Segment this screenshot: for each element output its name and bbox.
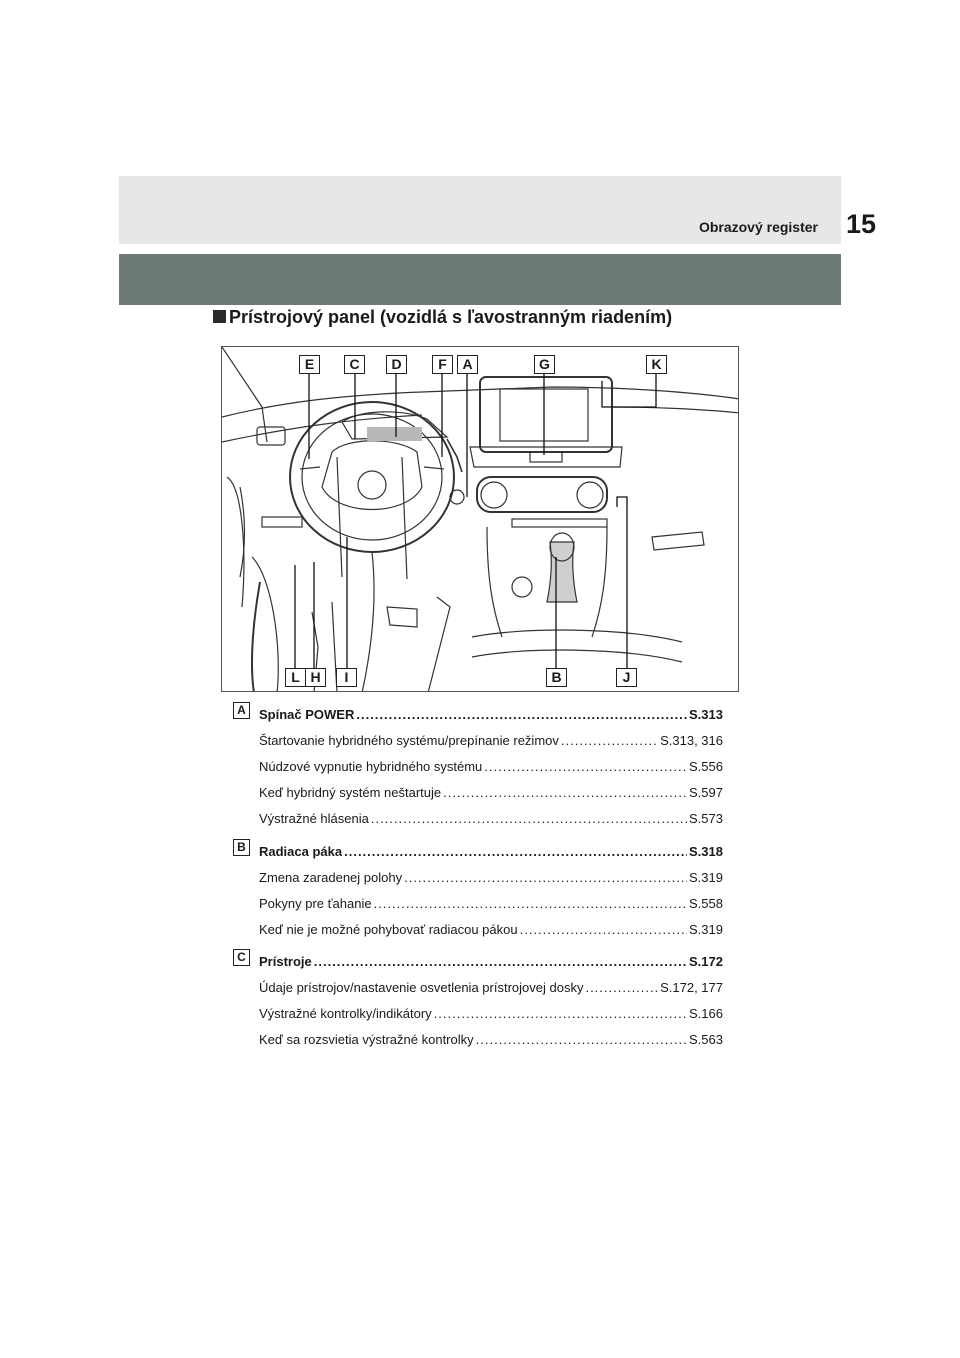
- page-number: 15: [845, 209, 876, 239]
- entry-page: S.318: [689, 844, 723, 859]
- subentry-line[interactable]: Výstražné kontrolky/indikátory ..... S.166: [259, 1006, 723, 1021]
- entry-title: Spínač POWER: [259, 707, 355, 722]
- subentry-line[interactable]: Štartovanie hybridného systému/prepínanie režimov ..... S.313, 316: [259, 733, 723, 748]
- callout-k: K: [646, 355, 667, 374]
- entry-marker-b: B: [233, 839, 250, 856]
- entry-page: S.172: [689, 954, 723, 969]
- chapter-bar: [119, 254, 841, 305]
- callout-b: B: [546, 668, 567, 687]
- subentry-line[interactable]: Keď sa rozsvietia výstražné kontrolky ..... S.563: [259, 1032, 723, 1047]
- entry-title: Prístroje: [259, 954, 312, 969]
- entry-marker-c: C: [233, 949, 250, 966]
- callout-i: I: [336, 668, 357, 687]
- callout-c: C: [344, 355, 365, 374]
- entry-page: S.313: [689, 707, 723, 722]
- callout-d: D: [386, 355, 407, 374]
- section-title: Obrazový register: [698, 219, 818, 235]
- callout-f: F: [432, 355, 453, 374]
- subheading: [213, 307, 672, 328]
- dashboard-illustration: [221, 346, 739, 692]
- entry-title-line[interactable]: [259, 954, 723, 969]
- square-bullet-icon: [213, 310, 226, 323]
- callout-j: J: [616, 668, 637, 687]
- entry-title: Radiaca páka: [259, 844, 343, 859]
- callout-leader-lines: [222, 347, 739, 692]
- subentry-line[interactable]: Keď hybridný systém neštartuje ..... S.597: [259, 785, 723, 800]
- subentry-line[interactable]: Údaje prístrojov/nastavenie osvetlenia prístrojovej dosky ..... S.172, 177: [259, 980, 723, 995]
- callout-a: A: [457, 355, 478, 374]
- subentry-line[interactable]: Núdzové vypnutie hybridného systému ..... S.556: [259, 759, 723, 774]
- subentry-line[interactable]: Keď nie je možné pohybovať radiacou pákou ..... S.319: [259, 922, 723, 937]
- subentry-line[interactable]: Pokyny pre ťahanie ..... S.558: [259, 896, 723, 911]
- entry-title-line[interactable]: [259, 844, 723, 859]
- subentry-line[interactable]: Výstražné hlásenia ..... S.573: [259, 811, 723, 826]
- entry-marker-a: A: [233, 702, 250, 719]
- callout-g: G: [534, 355, 555, 374]
- callout-h: H: [305, 668, 326, 687]
- entry-title-line[interactable]: [259, 707, 723, 722]
- callout-e: E: [299, 355, 320, 374]
- subentry-line[interactable]: Zmena zaradenej polohy ..... S.319: [259, 870, 723, 885]
- subheading-text: Prístrojový panel (vozidlá s ľavostranným riadením): [229, 307, 673, 327]
- callout-l: L: [285, 668, 306, 687]
